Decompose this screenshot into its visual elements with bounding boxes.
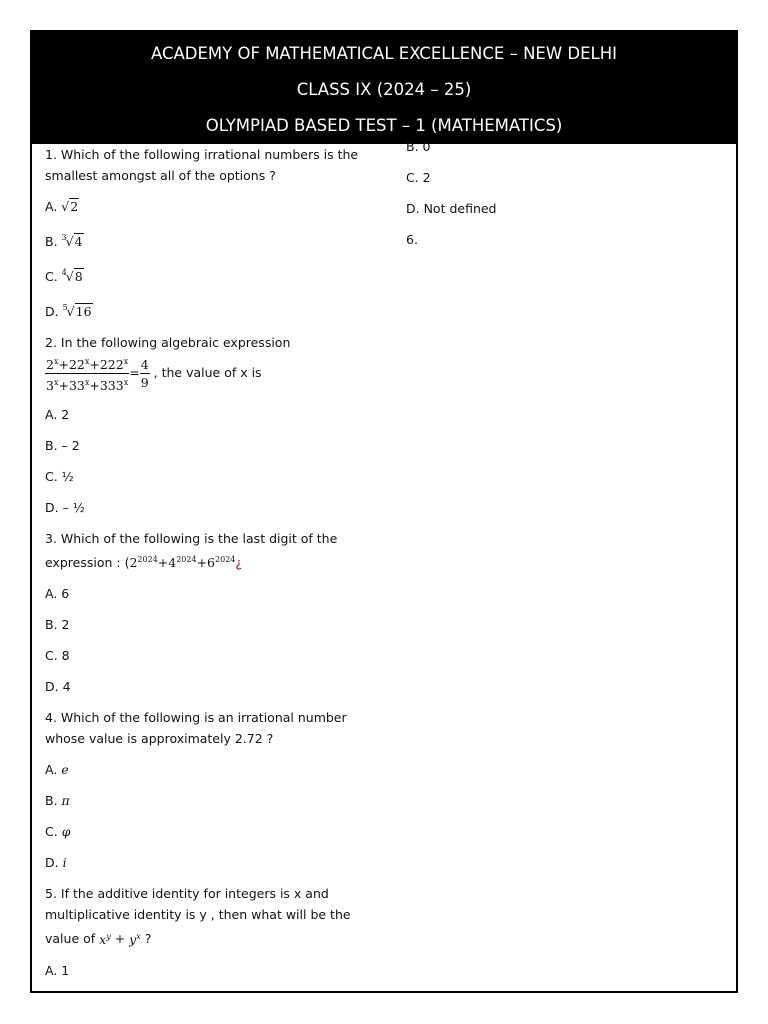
question-2-option-c: C. ½ (45, 469, 74, 485)
fourth-root-8: $^4$√8 (61, 268, 83, 284)
fifth-root-16: $^5$√16 (62, 303, 92, 319)
question-3-option-a: A. 6 (45, 586, 70, 602)
header-test-title: OLYMPIAD BASED TEST – 1 (MATHEMATICS) (205, 116, 563, 135)
question-4-option-b: B. π (45, 793, 70, 809)
question-1-option-d: D. $^5$√16 (45, 303, 92, 319)
header-class: CLASS IX (2024 – 25) (296, 80, 472, 99)
question-2-text: 2. In the following algebraic expression (45, 335, 291, 350)
question-2-expression: $\frac{2^x+22^x+222^x}{3^x+33^x+333^x}$ = $\frac{4}{9}$ , the value of x is (45, 353, 375, 394)
rhs-fraction: $\frac{4}{9}$ (140, 357, 149, 391)
question-4-option-c: C. φ (45, 824, 71, 840)
question-3-option-b: B. 2 (45, 617, 70, 633)
question-1 (45, 144, 375, 322)
question-6-number: 6. (406, 232, 418, 247)
question-5-option-c: C. 2 (406, 170, 431, 185)
sqrt-2: √2 (61, 199, 79, 214)
question-4-text: 4. Which of the following is an irrational number whose value is approximately 2.72 ? (45, 710, 347, 747)
question-5 (45, 883, 375, 980)
question-2 (45, 332, 375, 518)
right-column (406, 139, 706, 250)
question-3-option-d: D. 4 (45, 679, 71, 695)
question-3-text: 3. Which of the following is the last digit of the (45, 531, 338, 547)
header-school: ACADEMY OF MATHEMATICAL EXCELLENCE – NEW DELHI (150, 44, 618, 63)
question-5-option-b: B. 0 (406, 139, 431, 154)
question-2-option-a: A. 2 (45, 407, 70, 423)
question-4 (45, 707, 375, 873)
question-1-option-b: B. $^3$√4 (45, 233, 83, 249)
question-5-option-a: A. 1 (45, 962, 70, 978)
question-3 (45, 528, 375, 697)
question-3-expression: expression : ($2^{2024}+4^{2024}+6^{2024}¿$ (45, 555, 243, 571)
question-5-option-d: D. Not defined (406, 201, 497, 216)
question-1-text: 1. Which of the following irrational numbers is the smallest amongst all of the options ? (45, 147, 359, 183)
question-3-option-c: C. 8 (45, 648, 70, 664)
question-1-option-c: C. $^4$√8 (45, 268, 83, 284)
question-5-text: 5. If the additive identity for integers is x and multiplicative identity is y , then what will be the (45, 886, 351, 923)
expression-fraction: $\frac{2^x+22^x+222^x}{3^x+33^x+333^x}$ (45, 353, 129, 394)
question-1-option-a: A. √2 (45, 199, 79, 214)
left-column (45, 144, 375, 981)
question-2-option-d: D. – ½ (45, 500, 85, 516)
page-frame (30, 30, 738, 993)
header-banner (32, 32, 736, 144)
question-2-option-b: B. – 2 (45, 438, 80, 454)
question-5-expression: value of $x^y + y^x$ ? (45, 931, 152, 947)
cube-root-4: $^3$√4 (61, 233, 83, 249)
question-4-option-a: A. e (45, 762, 69, 778)
question-4-option-d: D. i (45, 855, 67, 871)
